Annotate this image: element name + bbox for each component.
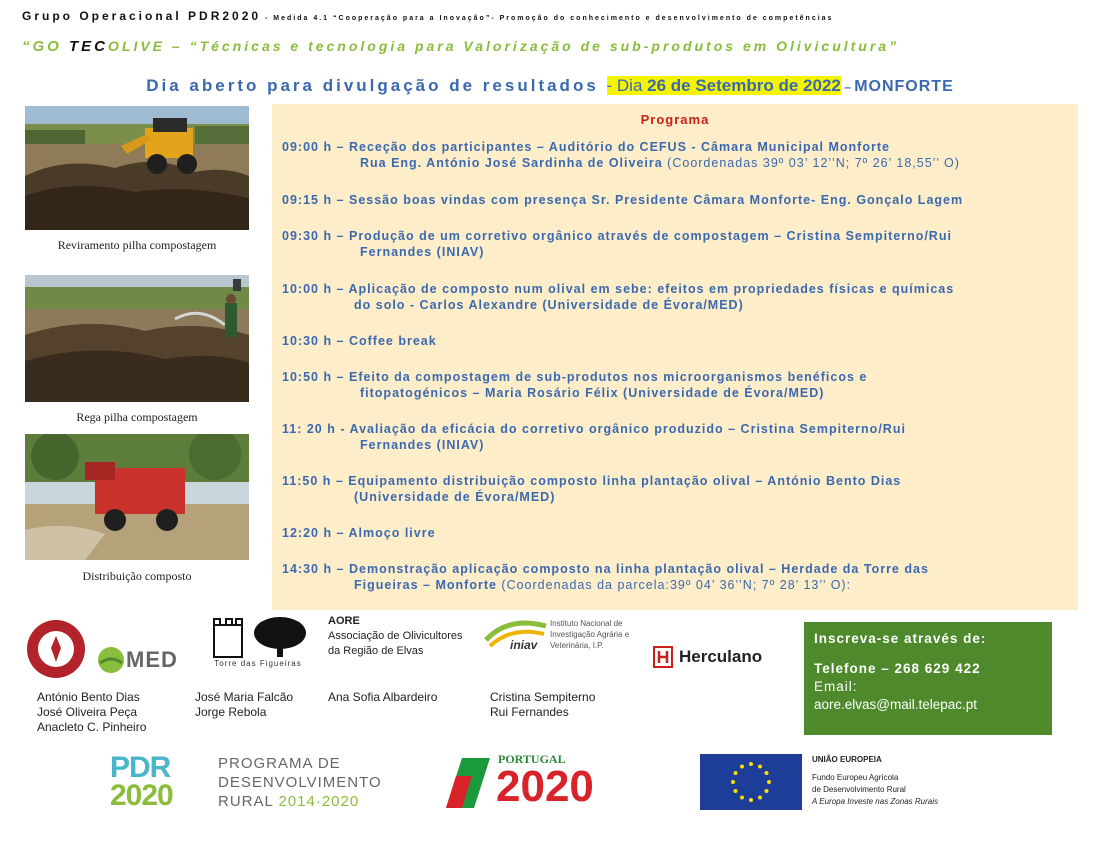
pdr-line-2: DESENVOLVIMENTO [218,774,382,791]
eu-fund-2: de Desenvolvimento Rural [812,785,906,794]
pdr-mark-letters: PDR [110,751,171,784]
program-item-line: 11:50 h – Equipamento distribuição composto linha plantação olival – António Bento Dias [282,474,902,488]
uevora-seal-icon [25,618,87,680]
photo-compost-watering [25,275,249,402]
program-item [282,139,1072,171]
eu-stars-icon [700,754,802,810]
herculano-h-icon [653,646,673,668]
aore-name-1: Associação de Olivicultores [328,630,463,642]
registration-phone: Telefone – 268 629 422 [814,661,981,676]
eu-slogan: A Europa Investe nas Zonas Rurais [812,797,938,806]
pdr2020-logo [110,751,410,814]
header-line-1 [22,7,1092,25]
portugal-year: 2020 [496,762,594,811]
program-item [282,228,1072,260]
pdr-mark [110,751,173,812]
program-item-line-2: do solo - Carlos Alexandre (Universidade de Évora/MED) [354,298,744,312]
iniav-wordmark: iniav [510,638,538,652]
iniav-name [550,618,646,651]
program-item-line-2: (Universidade de Évora/MED) [354,490,556,504]
program-item-line: 10:00 h – Aplicação de composto num olival em sebe: efeitos em propriedades físicas e químicas [282,282,955,296]
torre-figueiras-logo [206,615,310,667]
header-line-3 [0,76,1100,96]
compost-distribution-image [25,434,249,560]
caption-compost-turning: Reviramento pilha compostagem [57,238,217,252]
aore-logo [328,614,488,659]
program-item-coordinates: (Coordenadas 39º 03’ 12’’N; 7º 26’ 18,55’’ O) [662,156,960,170]
member-name: Jorge Rebola [195,705,267,719]
program-item-line: 10:50 h – Efeito da compostagem de sub-produtos nos microorganismos benéficos e [282,370,868,384]
torre-figueiras-name: Torre das Figueiras [214,659,302,668]
measure-subtitle: - Medida 4.1 “Cooperação para a Inovação”- Promoção do conhecimento e desenvolvimento de competências [261,15,834,22]
aore-acronym: AORE [328,615,360,627]
program-item [282,525,1072,541]
photo-compost-distribution [25,434,249,560]
member-name: Cristina Sempiterno [490,690,596,704]
program-item-line: 12:20 h – Almoço livre [282,526,436,540]
program-item-line: 09:00 h – Receção dos participantes – Auditório do CEFUS - Câmara Municipal Monforte [282,140,890,154]
iniav-name-3: Veterinária, I.P. [550,641,604,650]
tower-tree-icon [206,615,310,661]
program-item-line: 09:30 h – Produção de um corretivo orgânico através de compostagem – Cristina Sempiterno/Rui [282,229,952,243]
program-item [282,561,1072,593]
event-date: 26 de Setembro de 2022 [647,76,841,95]
eu-fund-1: Fundo Europeu Agrícola [812,773,899,782]
member-name: José Maria Falcão [195,690,294,704]
pdr-line-1: PROGRAMA DE [218,755,341,772]
portugal-word: PORTUGAL [498,752,566,766]
program-item-place: Figueiras – Monforte [354,578,497,592]
member-name: António Bento Dias [37,690,140,704]
iniav-logo [484,612,644,658]
program-item-coordinates: (Coordenadas da parcela:39º 04’ 36’’N; 7º 28’ 13’’ O): [496,578,852,592]
place-dash: – [840,80,855,94]
compost-watering-image [25,275,249,402]
herculano-wordmark: Herculano [679,647,763,666]
program-item [282,281,1072,313]
program-item-line-2: Fernandes (INIAV) [360,438,485,452]
member-name: Rui Fernandes [490,705,569,719]
iniav-name-2: Investigação Agrária e [550,630,630,639]
program-item [282,333,1072,349]
herculano-logo [653,645,783,671]
names-col-2 [195,690,325,720]
caption-compost-distribution: Distribuição composto [82,569,192,583]
event-place: MONFORTE [854,78,954,95]
compost-turning-image [25,106,249,230]
member-name: Anacleto C. Pinheiro [37,720,147,734]
names-col-4 [490,690,640,720]
program-item-line: 11: 20 h - Avaliação da eficácia do corretivo orgânico produzido – Cristina Sempiterno/Rui [282,422,906,436]
program-item-line-2: Fernandes (INIAV) [360,245,485,259]
go-prefix: “GO [22,38,70,55]
med-logo [96,645,188,677]
highlight-dia: Dia [616,76,648,95]
med-wordmark: MED [126,647,178,672]
program-item-line-2 [282,155,1072,171]
program-item [282,421,1072,453]
uevora-logo [25,618,87,680]
portugal2020-logo [442,752,664,816]
program-item [282,369,1072,401]
date-highlight [607,76,841,95]
program-item-line-2 [282,577,1072,593]
highlight-dash: - [606,76,617,95]
caption-compost-watering: Rega pilha compostagem [76,410,198,424]
header-line-2 [22,38,1092,56]
registration-email[interactable]: aore.elvas@mail.telepac.pt [814,697,978,712]
project-title: OLIVE – “Técnicas e tecnologia para Valorização de sub-produtos em Olivicultura” [108,38,900,54]
pdr-mark-year: 2020 [110,779,173,812]
open-day-title: Dia aberto para divulgação de resultados [146,76,607,95]
member-name: José Oliveira Peça [37,705,138,719]
iniav-name-1: Instituto Nacional de [550,619,623,628]
med-globe-icon [96,645,126,675]
pdr-line-3a: RURAL [218,793,279,810]
program-item-line-2: fitopatogénicos – Maria Rosário Félix (Universidade de Évora/MED) [360,386,825,400]
tec-word: TEC [69,38,109,55]
pdr-line-3b: 2014·2020 [278,793,360,810]
eu-name: UNIÃO EUROPEIA [812,755,882,764]
program-box [272,104,1078,610]
program-item-line: 14:30 h – Demonstração aplicação composto na linha plantação olival – Herdade da Torre das [282,562,929,576]
photo-compost-turning [25,106,249,230]
program-item-line: 10:30 h – Coffee break [282,334,437,348]
member-name: Ana Sofia Albardeiro [328,690,438,704]
eu-flag [700,754,802,810]
program-title: Programa [640,112,710,127]
registration-title: Inscreva-se através de: [814,631,987,646]
aore-name-2: da Região de Elvas [328,645,424,657]
registration-box [804,622,1052,735]
program-item [282,473,1072,505]
names-col-1 [37,690,187,735]
group-title: Grupo Operacional PDR2020 [22,9,262,23]
eu-text [812,754,992,808]
names-col-3 [328,690,478,705]
program-item-address: Rua Eng. António José Sardinha de Oliveira [360,156,663,170]
registration-email-label: Email: [814,679,858,694]
program-item-line: 09:15 h – Sessão boas vindas com presença Sr. Presidente Câmara Monforte- Eng. Gonçalo Lagem [282,193,964,207]
program-item [282,192,1072,208]
pdr-text [218,754,382,811]
portugal-flag-icon [442,754,492,812]
